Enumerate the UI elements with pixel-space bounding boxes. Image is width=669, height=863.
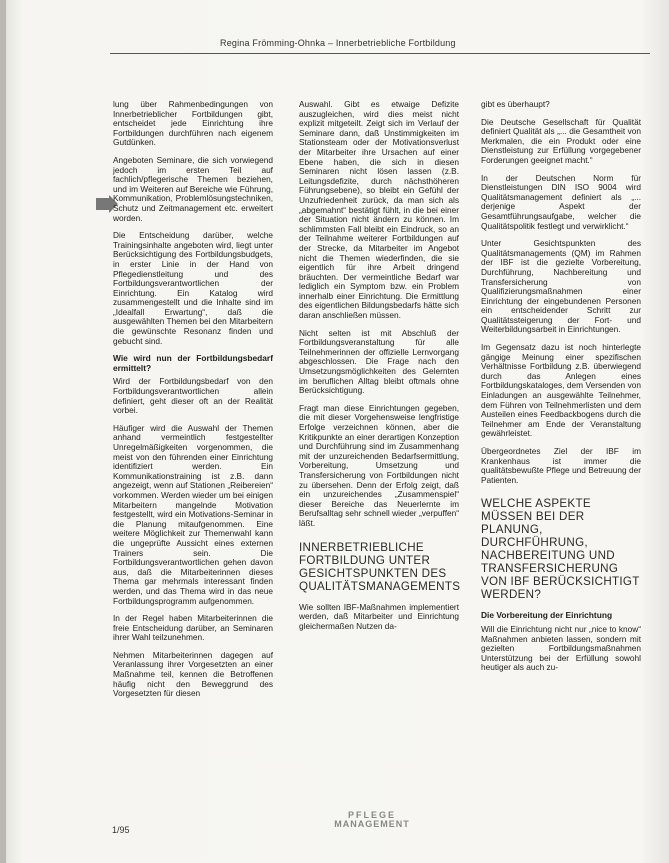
col1-paragraph: Nehmen Mitarbeiterinnen dagegen auf Veranlassung ihrer Vorgesetzten an einer Maßnahme teil, kennen die Betroffenen häufig nicht den Beweggrund des Vorgesetzten für diesen	[113, 649, 273, 699]
col3-paragraph: Im Gegensatz dazu ist noch hinterlegte gängige Meinung einer spezifischen Verhältnisse Fortbildung z.B. überwiegend durch das Anlegen eines Fortbildungskataloges, dem Versenden von Einladungen an ausgewählte Teilnehmer, dem Führen von Teilnehmerlisten und dem Austeilen eines Feedbackbogens durch die Teilnehmer am Ende der Veranstaltung gewährleistet.	[481, 342, 641, 439]
col1-paragraph: In der Regel haben Mitarbeiterinnen die freie Entscheidung darüber, an Seminaren ihrer Wahl teilzunehmen.	[113, 613, 273, 643]
col3-paragraph: Die Deutsche Gesellschaft für Qualität definiert Qualität als „... die Gesamtheit von Merkmalen, die ein Produkt oder eine Dienstleistung zur Erfüllung vorgegebener Forderungen geeignet macht.“	[481, 116, 641, 165]
running-header: Regina Frömming-Ohnka – Innerbetriebliche Fortbildung	[220, 38, 456, 48]
col3-paragraph: Unter Gesichtspunkten des Qualitätsmanagements (QM) im Rahmen der IBF ist die gezielte Vorbereitung, Durchführung, Nachbereitung und Transfersicherung von Qualifizierungsmaßnahmen einer Einrichtung der eingebundenen Personen ein entscheidender Schritt zur Qualitätssteigerung der Fort- und Weiterbildungsarbeit in Einrichtungen.	[481, 238, 641, 335]
magazine-logo	[312, 811, 432, 829]
column-1	[113, 100, 273, 707]
column-2	[299, 100, 459, 639]
page-number: 1/95	[112, 825, 130, 835]
col2-paragraph: Fragt man diese Einrichtungen gegeben, die mit dieser Vorgehensweise lengfristige Erfolge verzeichnen können, aber die Kritikpunkte an einer derartigen Konzeption und Durchführung sind im Zusammenhang mit der unzureichenden Bedarfsermittlung, Vorbereitung, Umsetzung und Transfersicherung von Fortbildungen nicht zu übersehen. Denn der Erfolg zeigt, daß ein unzureichendes „Zusammenspiel“ dieser Bereiche das Neuerlernte im Berufsalltag sehr schnell wieder „verpuffen“ läßt.	[299, 402, 459, 528]
col1-paragraph: lung über Rahmenbedingungen von Innerbetrieblicher Fortbildungen gibt, entscheidet jede Einrichtung ihre Fortbildungen durchführen nach eigenem Gutdünken.	[113, 99, 273, 148]
header-rule	[110, 53, 650, 54]
col3-paragraph: Will die Einrichtung nicht nur „nice to know“ Maßnahmen anbieten lassen, sondern mit gezielten Fortbildungsmaßnahmen Unterstützung bei der Erfüllung sowohl heutiger als auch zu-	[481, 623, 641, 673]
col3-subheading: Die Vorbereitung der Einrichtung	[481, 610, 613, 621]
section-heading-qm: INNERBETRIEBLICHE FORTBILDUNG UNTER GESICHTSPUNKTEN DES QUALITÄTSMANAGEMENTS	[299, 540, 461, 593]
col3-paragraph: gibt es überhaupt?	[481, 99, 550, 109]
section-heading-aspects: WELCHE ASPEKTE MÜSSEN BEI DER PLANUNG, DURCHFÜHRUNG, NACHBEREITUNG UND TRANSFERSICHERUNG VON IBF BERÜCKSICHTIGT WERDEN?	[481, 497, 640, 602]
column-3	[481, 100, 641, 681]
col1-paragraph: Die Entscheidung darüber, welche Trainingsinhalte angeboten wird, liegt unter Berücksichtigung des Fortbildungsbudgets, in erster Linie in der Hand von Pflegedienstleitung und des Fortbildungsverantwortlichen der Einrichtung. Ein Katalog wird zusammengestellt und die Inhalte sind im „Idealfall Erwartung“, daß die ausgewählten Themen bei den Mitarbeitern die gewünschte Resonanz finden und gebucht sind.	[113, 230, 273, 346]
col2-paragraph: Wie sollten IBF-Maßnahmen implementiert werden, daß Mitarbeiter und Einrichtung gleichermaßen Nutzen da-	[299, 601, 459, 631]
col3-paragraph: In der Deutschen Norm für Dienstleistungen DIN ISO 9004 wird Qualitätsmanagement definiert als „... derjenige Aspekt der Gesamtführungsaufgabe, welcher die Qualitätspolitik festlegt und verwirklicht.“	[481, 172, 641, 231]
col2-paragraph: Auswahl. Gibt es etwaige Defizite auszugleichen, wird dies meist nicht explizit mitgeteilt. Zeigt sich im Verlauf der Seminare dann, daß Unstimmigkeiten im Stationsteam oder der Motivationsverlust der Mitarbeiter ihre Ursachen auf einer Ebene haben, die sich in diesen Seminaren nicht lösen lassen (z.B. Leitungsdefizite, durch nächsthöheren Führungsebene), so bleibt ein Gefühl der Unzufriedenheit zurück, da man sich als „abgemahnt“ bestätigt fühlt, in die bei einer der Situation nicht ändern zu können. Im schlimmsten Fall bleibt ein Eindruck, so an der Teilnahme weiterer Fortbildungen auf der Strecke, da Mitarbeiter im Angebot nicht die Themen wiederfinden, die sie eigentlich für ihre Arbeit dringend bräuchten. Der vermeintliche Bedarf war lediglich ein Symptom bzw. ein Problem innerhalb einer Einrichtung. Die Ermittlung des eigentlichen Bildungsbedarfs hätte sich daran anschließen müssen.	[299, 99, 459, 321]
col2-paragraph: Nicht selten ist mit Abschluß der Fortbildungsveranstaltung für alle Teilnehmerinnen der offizielle Lernvorgang abgeschlossen. Die Frage nach den Umsetzungsmöglichkeiten des Gelernten im beruflichen Alltag bleibt oftmals ohne Berücksichtigung.	[299, 327, 459, 396]
col1-subheading: Wie wird nun der Fortbildungsbedarf ermittelt?	[113, 353, 273, 373]
col3-paragraph: Übergeordnetes Ziel der IBF im Krankenhaus ist immer die qualitätsbewußte Pflege und Betreuung der Patienten.	[481, 446, 641, 485]
col1-paragraph: Häufiger wird die Auswahl der Themen anhand vermeintlich festgestellter Unregelmäßigkeiten vorgenommen, die meist von den führenden einer Einrichtung identifiziert werden. Ein Kommunikationstraining ist z.B. dann angezeigt, wenn auf Stationen „Reibereien“ vorkommen. Werden wieder um bei einigen Mitarbeitern mangelnde Motivation festgestellt, wird ein Motivations-Seminar in die Planung mitaufgenommen. Eine weitere Möglichkeit zur Themenwahl kann die ungeprüfte Aussicht eines externen Trainers sein. Die Fortbildungsverantwortlichen gehen davon aus, daß die Mitarbeiterinnen dieses Thema gar mehrmals interessant finden werden, und das Thema wird in das neue Fortbildungsprogramm aufgenommen.	[113, 422, 273, 606]
logo-line-2: MANAGEMENT	[334, 819, 410, 829]
page-binding-shadow	[0, 0, 6, 863]
logo-line-1: PFLEGE	[347, 810, 396, 820]
col1-paragraph: Angeboten Seminare, die sich vorwiegend jedoch im ersten Teil auf fachlich/pflegerische Themen beziehen, und im Weiteren auf Bereiche wie Führung, Kommunikation, Problemlösungstechniken, Schutz und Zeitmanagement etc. erweitert worden.	[113, 154, 273, 223]
col1-paragraph: Wird der Fortbildungsbedarf von den Fortbildungsverantwortlichen allein definiert, geht dieser oft an der Realität vorbei.	[113, 376, 273, 416]
